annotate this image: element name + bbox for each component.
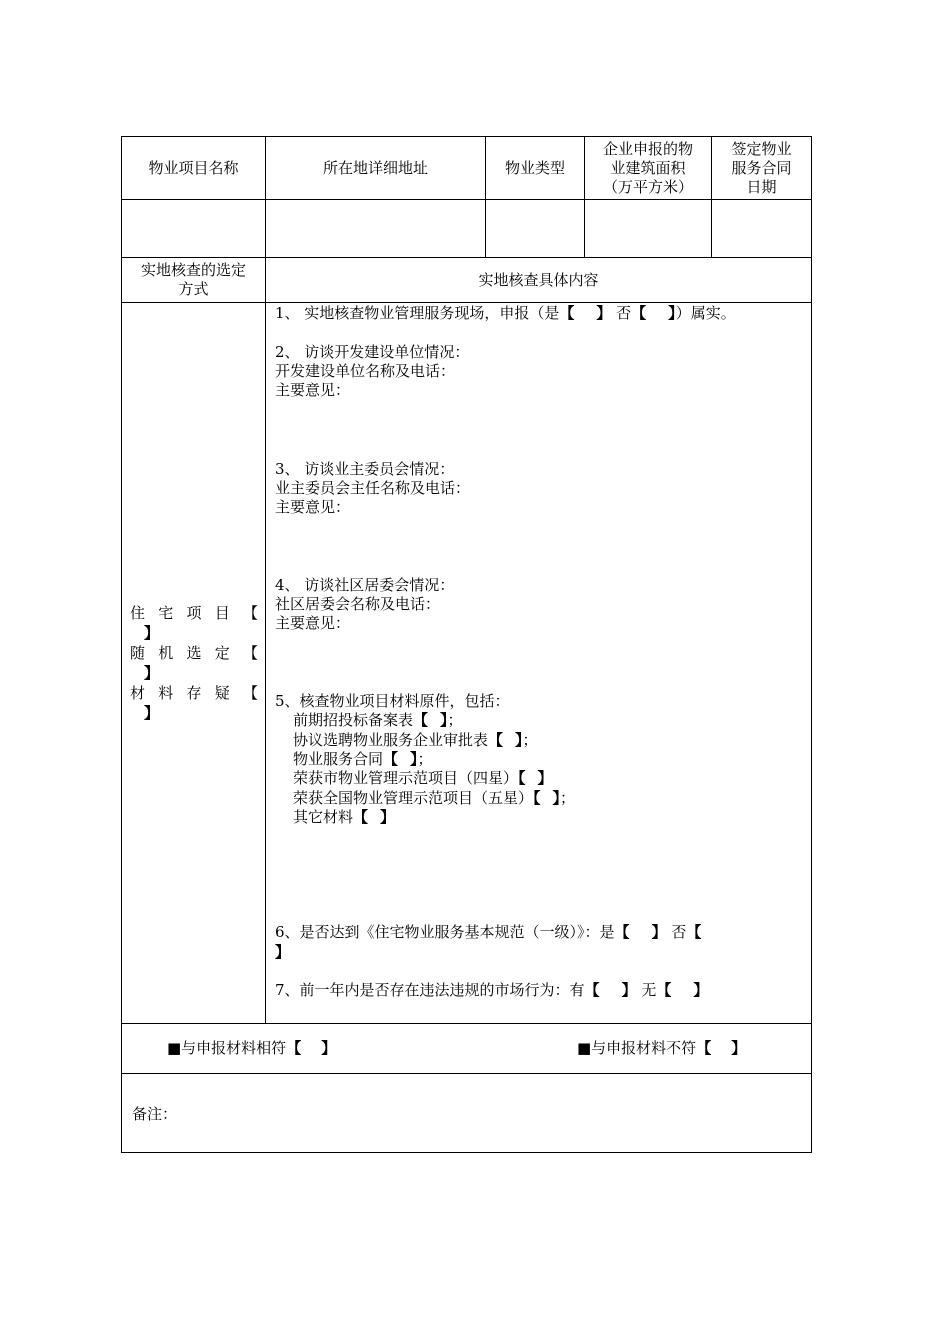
option-random[interactable]: 随 机 选 定 【: [130, 644, 258, 662]
option-residential[interactable]: 住 宅 项 目 【: [130, 604, 258, 622]
remarks-row[interactable]: [122, 1074, 812, 1153]
inspection-form-table: [121, 136, 812, 1153]
header-contract-date: 签定物业 服务合同 日期: [712, 137, 812, 200]
item-6-bracket-close: 】: [275, 943, 291, 961]
item-2-contact: 开发建设单位名称及电话：: [275, 362, 456, 380]
item-4-opinion: 主要意见：: [275, 614, 351, 632]
item-7: 7、前一年内是否存在违法违规的市场行为：有【 】 无【 】: [275, 981, 709, 999]
project-name-field[interactable]: [122, 200, 266, 258]
header-building-area: 企业申报的物 业建筑面积 （万平方米）: [585, 137, 712, 200]
property-type-field[interactable]: [486, 200, 585, 258]
material-item[interactable]: 物业服务合同【 】；: [293, 750, 433, 768]
material-item[interactable]: 荣获市物业管理示范项目（四星）【 】: [293, 769, 553, 787]
result-row: [122, 1024, 812, 1074]
item-2-title: 2、 访谈开发建设单位情况：: [275, 343, 470, 361]
contract-date-field[interactable]: [712, 200, 812, 258]
result-match[interactable]: ■与申报材料相符【 】: [167, 1039, 337, 1057]
item-4-title: 4、 访谈社区居委会情况：: [275, 576, 455, 594]
selection-method-options: 住 宅 项 目 【 】 随 机 选 定 【 】 材 料 存 疑 【 】: [130, 604, 258, 722]
item-5-title: 5、核查物业项目材料原件，包括：: [275, 692, 510, 710]
method-label: 实地核查的选定 方式: [122, 258, 266, 303]
selection-method-cell: [122, 303, 266, 1024]
item-6: 6、是否达到《住宅物业服务基本规范（一级）》：是【 】 否【: [275, 923, 702, 941]
inspection-content-cell: [266, 303, 812, 1024]
building-area-field[interactable]: [585, 200, 712, 258]
item-4-contact: 社区居委会名称及电话：: [275, 595, 441, 613]
content-label: 实地核查具体内容: [266, 258, 812, 303]
header-address: 所在地详细地址: [266, 137, 486, 200]
material-item[interactable]: 其它材料【 】: [293, 808, 396, 826]
header-property-type: 物业类型: [486, 137, 585, 200]
item-3-title: 3、 访谈业主委员会情况：: [275, 460, 455, 478]
address-field[interactable]: [266, 200, 486, 258]
header-project-name: 物业项目名称: [122, 137, 266, 200]
result-mismatch[interactable]: ■与申报材料不符【 】: [577, 1039, 747, 1057]
item-3-contact: 业主委员会主任名称及电话：: [275, 479, 471, 497]
item-2-opinion: 主要意见：: [275, 381, 351, 399]
material-item[interactable]: 前期招投标备案表【 】；: [293, 711, 463, 729]
material-item[interactable]: 协议选聘物业服务企业审批表【 】；: [293, 731, 538, 749]
item-1: 1、 实地核查物业管理服务现场，申报（是【 】 否【 】）属实。: [275, 304, 736, 322]
material-item[interactable]: 荣获全国物业管理示范项目（五星）【 】；: [293, 789, 576, 807]
remarks-label: 备注：: [132, 1105, 178, 1123]
option-doubt[interactable]: 材 料 存 疑 【: [130, 684, 258, 702]
item-3-opinion: 主要意见：: [275, 498, 351, 516]
